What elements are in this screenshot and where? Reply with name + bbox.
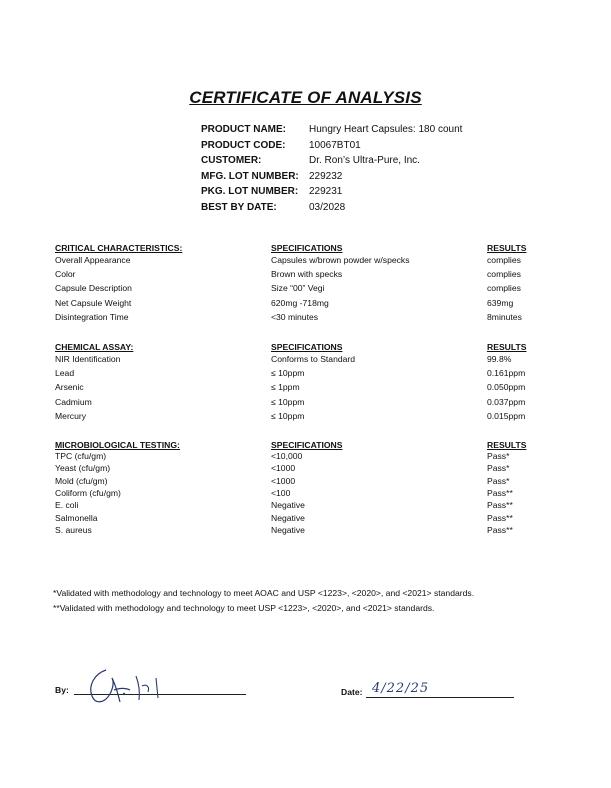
section-header (55, 241, 535, 253)
info-row-best-by (201, 200, 462, 216)
spec-heading: SPECIFICATIONS (271, 243, 343, 253)
row-spec: ≤ 1ppm (271, 382, 300, 393)
info-value: Hungry Heart Capsules: 180 count (309, 124, 463, 136)
row-name: E. coli (55, 500, 79, 511)
section-heading: CRITICAL CHARACTERISTICS: (55, 243, 183, 253)
row-name: Cadmium (55, 396, 92, 407)
row-result: 0.037ppm (487, 396, 526, 407)
row-result: complies (487, 269, 521, 280)
row-spec: <30 minutes (271, 311, 319, 322)
row-spec: Negative (271, 524, 305, 535)
row-name: TPC (cfu/gm) (55, 451, 107, 462)
row-spec: Negative (271, 512, 305, 523)
section-heading: CHEMICAL ASSAY: (55, 342, 134, 352)
row-result: 8minutes (487, 311, 522, 322)
row-spec: Size “00” Vegi (271, 283, 325, 294)
table-row (55, 281, 535, 295)
handwritten-date: 4/22/25 (372, 681, 430, 696)
row-name: Overall Appearance (55, 255, 131, 266)
row-spec: ≤ 10ppm (271, 410, 305, 421)
table-row (55, 380, 535, 394)
microbiological-testing-section (55, 438, 535, 536)
table-row (55, 395, 535, 409)
row-spec: ≤ 10ppm (271, 368, 305, 379)
row-name: Yeast (cfu/gm) (55, 463, 111, 474)
date-label: Date: (341, 687, 363, 697)
row-name: Mold (cfu/gm) (55, 475, 108, 486)
table-row (55, 511, 535, 523)
table-row (55, 524, 535, 536)
info-label: MFG. LOT NUMBER: (201, 170, 299, 182)
row-spec: Negative (271, 500, 305, 511)
table-row (55, 366, 535, 380)
info-value: Dr. Ron’s Ultra-Pure, Inc. (309, 155, 420, 167)
table-row (55, 267, 535, 281)
info-label: CUSTOMER: (201, 155, 262, 167)
chemical-assay-section (55, 340, 535, 423)
info-value: 229232 (309, 170, 343, 182)
table-row (55, 296, 535, 310)
document-title: CERTIFICATE OF ANALYSIS (189, 88, 422, 107)
row-result: Pass** (487, 524, 513, 535)
row-result: 0.161ppm (487, 368, 526, 379)
footnote: *Validated with methodology and technology to meet AOAC and USP <1223>, <2020>, and <2021> standards. (53, 588, 475, 598)
row-spec: <1000 (271, 475, 296, 486)
row-result: Pass** (487, 488, 513, 499)
row-name: Capsule Description (55, 283, 132, 294)
row-name: Mercury (55, 410, 87, 421)
spec-heading: SPECIFICATIONS (271, 342, 343, 352)
row-result: Pass** (487, 512, 513, 523)
table-row (55, 310, 535, 324)
row-name: NIR Identification (55, 354, 121, 365)
row-result: 0.050ppm (487, 382, 526, 393)
handwritten-signature (84, 664, 174, 708)
row-name: Arsenic (55, 382, 84, 393)
info-row-product-name (201, 122, 462, 138)
date-line (366, 697, 514, 698)
info-value: 229231 (309, 186, 343, 198)
product-info (201, 122, 462, 215)
result-heading: RESULTS (487, 342, 527, 352)
row-result: complies (487, 283, 521, 294)
row-spec: 620mg -718mg (271, 297, 329, 308)
table-row (55, 462, 535, 474)
spec-heading: SPECIFICATIONS (271, 440, 343, 450)
info-row-pkg-lot (201, 184, 462, 200)
table-row (55, 409, 535, 423)
row-result: Pass** (487, 500, 513, 511)
footnote: **Validated with methodology and technology to meet USP <1223>, <2020>, and <2021> standards. (53, 603, 435, 613)
row-name: Color (55, 269, 76, 280)
row-spec: <10,000 (271, 451, 303, 462)
row-result: Pass* (487, 463, 510, 474)
table-row (55, 450, 535, 462)
row-result: Pass* (487, 475, 510, 486)
section-header (55, 340, 535, 352)
result-heading: RESULTS (487, 440, 527, 450)
footnotes (53, 586, 474, 616)
info-label: PRODUCT CODE: (201, 139, 286, 151)
info-row-mfg-lot (201, 169, 462, 185)
row-result: 0.015ppm (487, 410, 526, 421)
row-spec: Brown with specks (271, 269, 343, 280)
info-value: 10067BT01 (309, 139, 361, 151)
section-heading: MICROBIOLOGICAL TESTING: (55, 440, 180, 450)
info-row-product-code (201, 138, 462, 154)
row-result: 639mg (487, 297, 514, 308)
result-heading: RESULTS (487, 243, 527, 253)
info-label: PKG. LOT NUMBER: (201, 186, 299, 198)
table-row (55, 499, 535, 511)
section-header (55, 438, 535, 450)
info-value: 03/2028 (309, 201, 346, 213)
row-name: Disintegration Time (55, 311, 129, 322)
info-label: BEST BY DATE: (201, 201, 277, 213)
critical-characteristics-section (55, 241, 535, 324)
row-spec: Capsules w/brown powder w/specks (271, 255, 410, 266)
row-result: complies (487, 255, 521, 266)
info-label: PRODUCT NAME: (201, 124, 286, 136)
table-row (55, 487, 535, 499)
row-name: Coliform (cfu/gm) (55, 488, 121, 499)
row-result: Pass* (487, 451, 510, 462)
row-name: Lead (55, 368, 75, 379)
row-spec: Conforms to Standard (271, 354, 356, 365)
row-spec: ≤ 10ppm (271, 396, 305, 407)
row-result: 99.8% (487, 354, 512, 365)
row-name: Net Capsule Weight (55, 297, 132, 308)
table-row (55, 352, 535, 366)
row-name: S. aureus (55, 524, 92, 535)
table-row (55, 475, 535, 487)
by-label: By: (55, 685, 69, 695)
info-row-customer (201, 153, 462, 169)
row-spec: <100 (271, 488, 291, 499)
row-name: Salmonella (55, 512, 98, 523)
row-spec: <1000 (271, 463, 296, 474)
table-row (55, 253, 535, 267)
